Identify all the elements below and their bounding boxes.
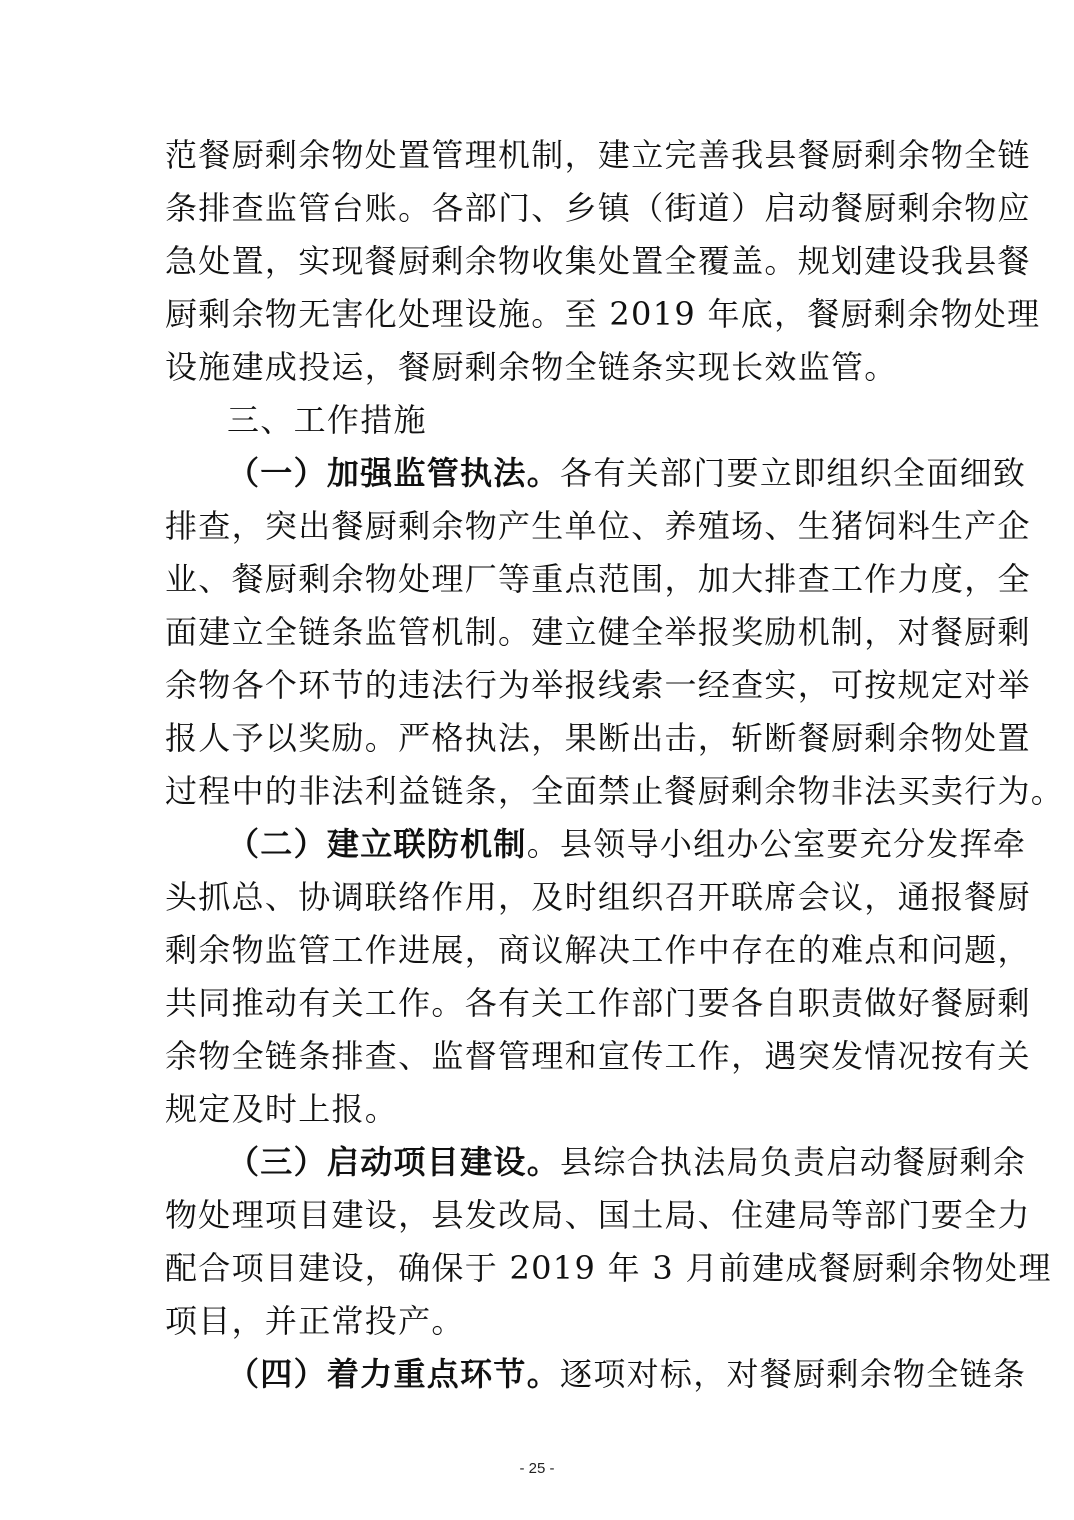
text-line: 面建立全链条监管机制。建立健全举报奖励机制，对餐厨剩	[165, 613, 1031, 651]
measure-3-title: （三）启动项目建设。	[227, 1143, 561, 1181]
measure-4-first-line	[165, 1348, 1027, 1401]
text-line: 厨剩余物无害化处理设施。至 2019 年底，餐厨剩余物处理	[165, 295, 1041, 333]
measure-1-text: 各有关部门要立即组织全面细致	[560, 454, 1027, 492]
measure-2-text: 。县领导小组办公室要充分发挥牵	[526, 825, 1027, 863]
measure-4-text: 逐项对标，对餐厨剩余物全链条	[560, 1355, 1027, 1393]
measure-2-first-line	[165, 818, 1027, 871]
text-line: 共同推动有关工作。各有关工作部门要各自职责做好餐厨剩	[165, 984, 1031, 1022]
measure-3-first-line	[165, 1136, 1027, 1189]
section-heading: 三、工作措施	[227, 401, 427, 439]
text-line: 设施建成投运，餐厨剩余物全链条实现长效监管。	[165, 348, 898, 386]
text-line: 范餐厨剩余物处置管理机制，建立完善我县餐厨剩余物全链	[165, 136, 1031, 174]
text-line: 剩余物监管工作进展，商议解决工作中存在的难点和问题，	[165, 931, 1031, 969]
text-line: 项目，并正常投产。	[165, 1302, 465, 1340]
text-line: 排查，突出餐厨剩余物产生单位、养殖场、生猪饲料生产企	[165, 507, 1031, 545]
text-line: 急处置，实现餐厨剩余物收集处置全覆盖。规划建设我县餐	[165, 242, 1031, 280]
text-line: 余物全链条排查、监督管理和宣传工作，遇突发情况按有关	[165, 1037, 1031, 1075]
measure-1-title: （一）加强监管执法。	[227, 454, 561, 492]
text-line: 规定及时上报。	[165, 1090, 399, 1128]
text-line: 报人予以奖励。严格执法，果断出击，斩断餐厨剩余物处置	[165, 719, 1031, 757]
text-line: 物处理项目建设，县发改局、国土局、住建局等部门要全力	[165, 1196, 1031, 1234]
measure-1-first-line	[165, 447, 1027, 500]
text-line: 余物各个环节的违法行为举报线索一经查实，可按规定对举	[165, 666, 1031, 704]
text-line: 业、餐厨剩余物处理厂等重点范围，加大排查工作力度，全	[165, 560, 1031, 598]
body-text	[165, 129, 1065, 1401]
measure-2-title: （二）建立联防机制	[227, 825, 527, 863]
measure-3-text: 县综合执法局负责启动餐厨剩余	[560, 1143, 1027, 1181]
measure-4-title: （四）着力重点环节。	[227, 1355, 561, 1393]
page-number: - 25 -	[519, 1460, 555, 1477]
text-line: 条排查监管台账。各部门、乡镇（街道）启动餐厨剩余物应	[165, 189, 1031, 227]
text-line: 配合项目建设，确保于 2019 年 3 月前建成餐厨剩余物处理	[165, 1249, 1052, 1287]
text-line: 过程中的非法利益链条，全面禁止餐厨剩余物非法买卖行为。	[165, 772, 1065, 810]
text-line: 头抓总、协调联络作用，及时组织召开联席会议，通报餐厨	[165, 878, 1031, 916]
